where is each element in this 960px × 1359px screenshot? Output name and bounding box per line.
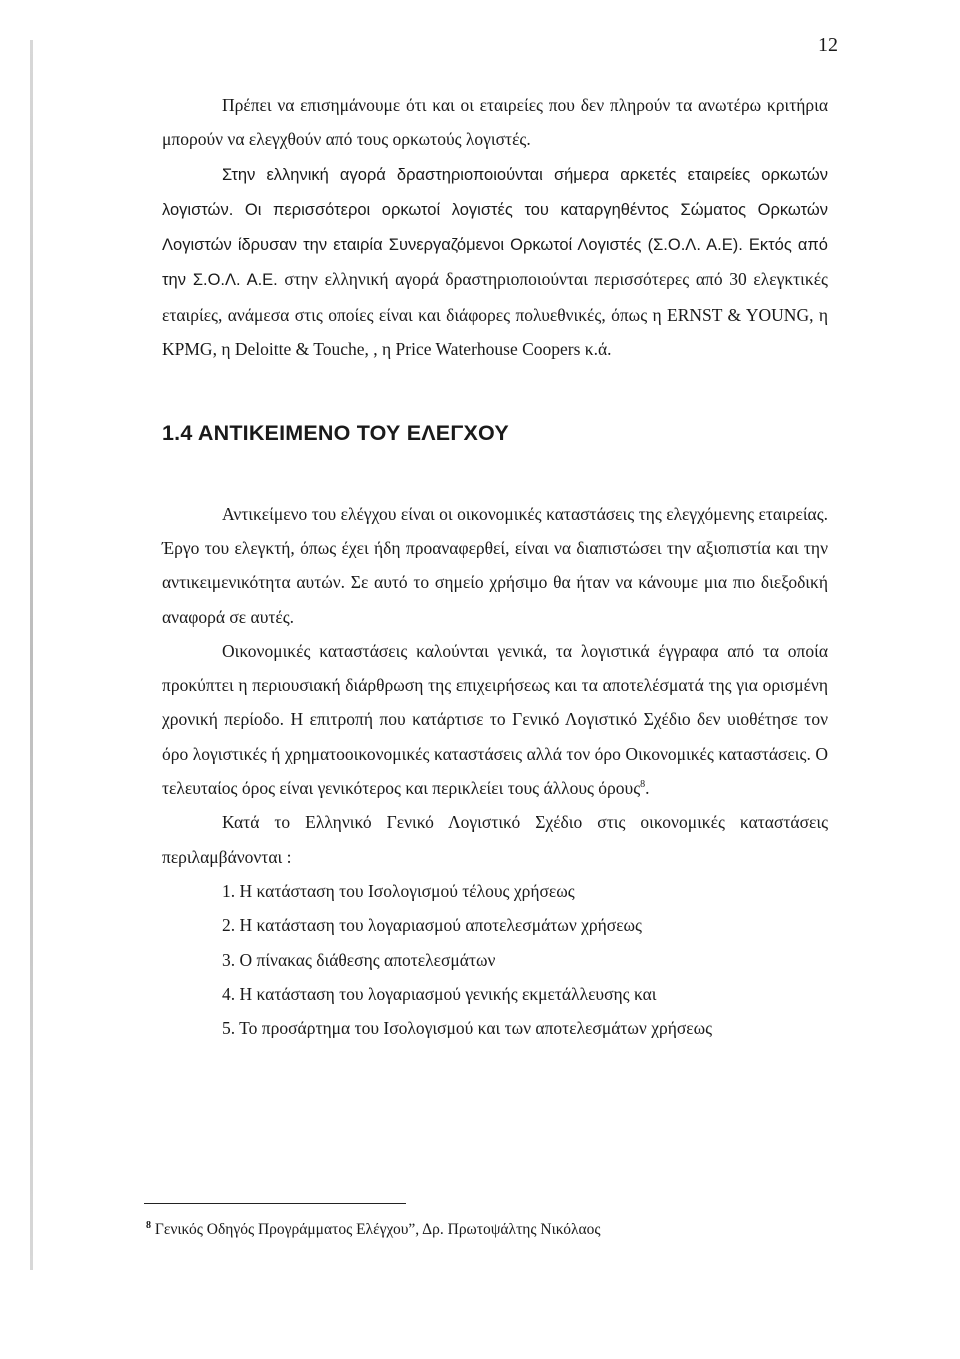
section-paragraph-3: Κατά το Ελληνικό Γενικό Λογιστικό Σχέδιο στις οικονομικές καταστάσεις περιλαμβάνονται : — [162, 812, 828, 867]
page-number: 12 — [818, 34, 838, 56]
page-body — [162, 88, 828, 1045]
scan-edge-shadow — [30, 40, 33, 1270]
footnote-marker: 8 — [146, 1220, 151, 1231]
intro-paragraph-2-continuation: στην ελληνική αγορά δραστηριοποιούνται περισσότερες από 30 ελεγκτικές εταιρίες, ανάμεσα στις οποίες είναι και διάφορες πολυεθνικές, όπως η ERNST & YOUNG, η KPMG, η Deloitte & Touche, , η Price Waterhouse Coopers κ.ά. — [162, 269, 828, 360]
list-item: 3. Ο πίνακας διάθεσης αποτελεσμάτων — [222, 949, 496, 970]
footnote-reference[interactable]: 8 — [640, 779, 646, 791]
intro-paragraph-1: Πρέπει να επισημάνουμε ότι και οι εταιρείες που δεν πληρούν τα ανωτέρω κριτήρια μπορούν να ελεγχθούν από τους ορκωτούς λογιστές. — [162, 95, 828, 150]
intro-paragraph-2-sans-part: Στην ελληνική αγορά δραστηριοποιούνται σήμερα αρκετές εταιρείες ορκωτών λογιστών. Οι περισσότεροι ορκωτοί λογιστές του καταργηθέντος Σώματος Ορκωτών Λογιστών ίδρυσαν την εταιρία Συνεργαζόμενοι Ορκωτοί Λογιστές (Σ.Ο.Λ. Α.Ε). Εκτός από την Σ.Ο.Λ. Α.Ε. — [162, 165, 828, 290]
list-item: 1. Η κατάσταση του Ισολογισμού τέλους χρήσεως — [222, 880, 575, 901]
section-paragraph-2-end: . — [645, 778, 650, 799]
footnote — [146, 1220, 601, 1239]
intro-paragraph-2 — [162, 157, 828, 367]
section-heading: 1.4 ΑΝΤΙΚΕΙΜΕΝΟ ΤΟΥ ΕΛΕΓΧΟΥ — [162, 421, 509, 446]
section-paragraph-2 — [162, 634, 828, 805]
footnote-divider — [144, 1203, 406, 1204]
list-item: 5. Το προσάρτημα του Ισολογισμού και των αποτελεσμάτων χρήσεως — [222, 1018, 713, 1039]
section-paragraph-2-text: Οικονομικές καταστάσεις καλούνται γενικά, τα λογιστικά έγγραφα από τα οποία προκύπτει η περιουσιακή διάρθρωση της επιχειρήσεως και τα αποτελέσματά της για ορισμένη χρονική περίοδο. Η επιτροπή που κατάρτισε το Γενικό Λογιστικό Σχέδιο δεν υιοθέτησε τον όρο λογιστικές ή χρηματοοικονομικές καταστάσεις αλλά τον όρο Οικονομικές καταστάσεις. Ο τελευταίος όρος είναι γενικότερος και περικλείει τους άλλους όρους — [162, 640, 828, 799]
footnote-text: Γενικός Οδηγός Προγράμματος Ελέγχου”, Δρ. Πρωτοψάλτης Νικόλαος — [151, 1221, 601, 1239]
list-item: 2. Η κατάσταση του λογαριασμού αποτελεσμάτων χρήσεως — [222, 915, 642, 936]
section-paragraph-1: Αντικείμενο του ελέγχου είναι οι οικονομικές καταστάσεις της ελεγχόμενης εταιρείας. Έργο του ελεγκτή, όπως έχει ήδη προαναφερθεί, είναι να διαπιστώσει την αξιοπιστία και την αντικειμενικότητα αυτών. Σε αυτό το σημείο χρήσιμο θα ήταν να κάνουμε μια πιο διεξοδική αναφορά σε αυτές. — [162, 503, 828, 627]
list-item: 4. Η κατάσταση του λογαριασμού γενικής εκμετάλλευσης και — [222, 983, 657, 1004]
statements-list — [162, 874, 828, 1045]
